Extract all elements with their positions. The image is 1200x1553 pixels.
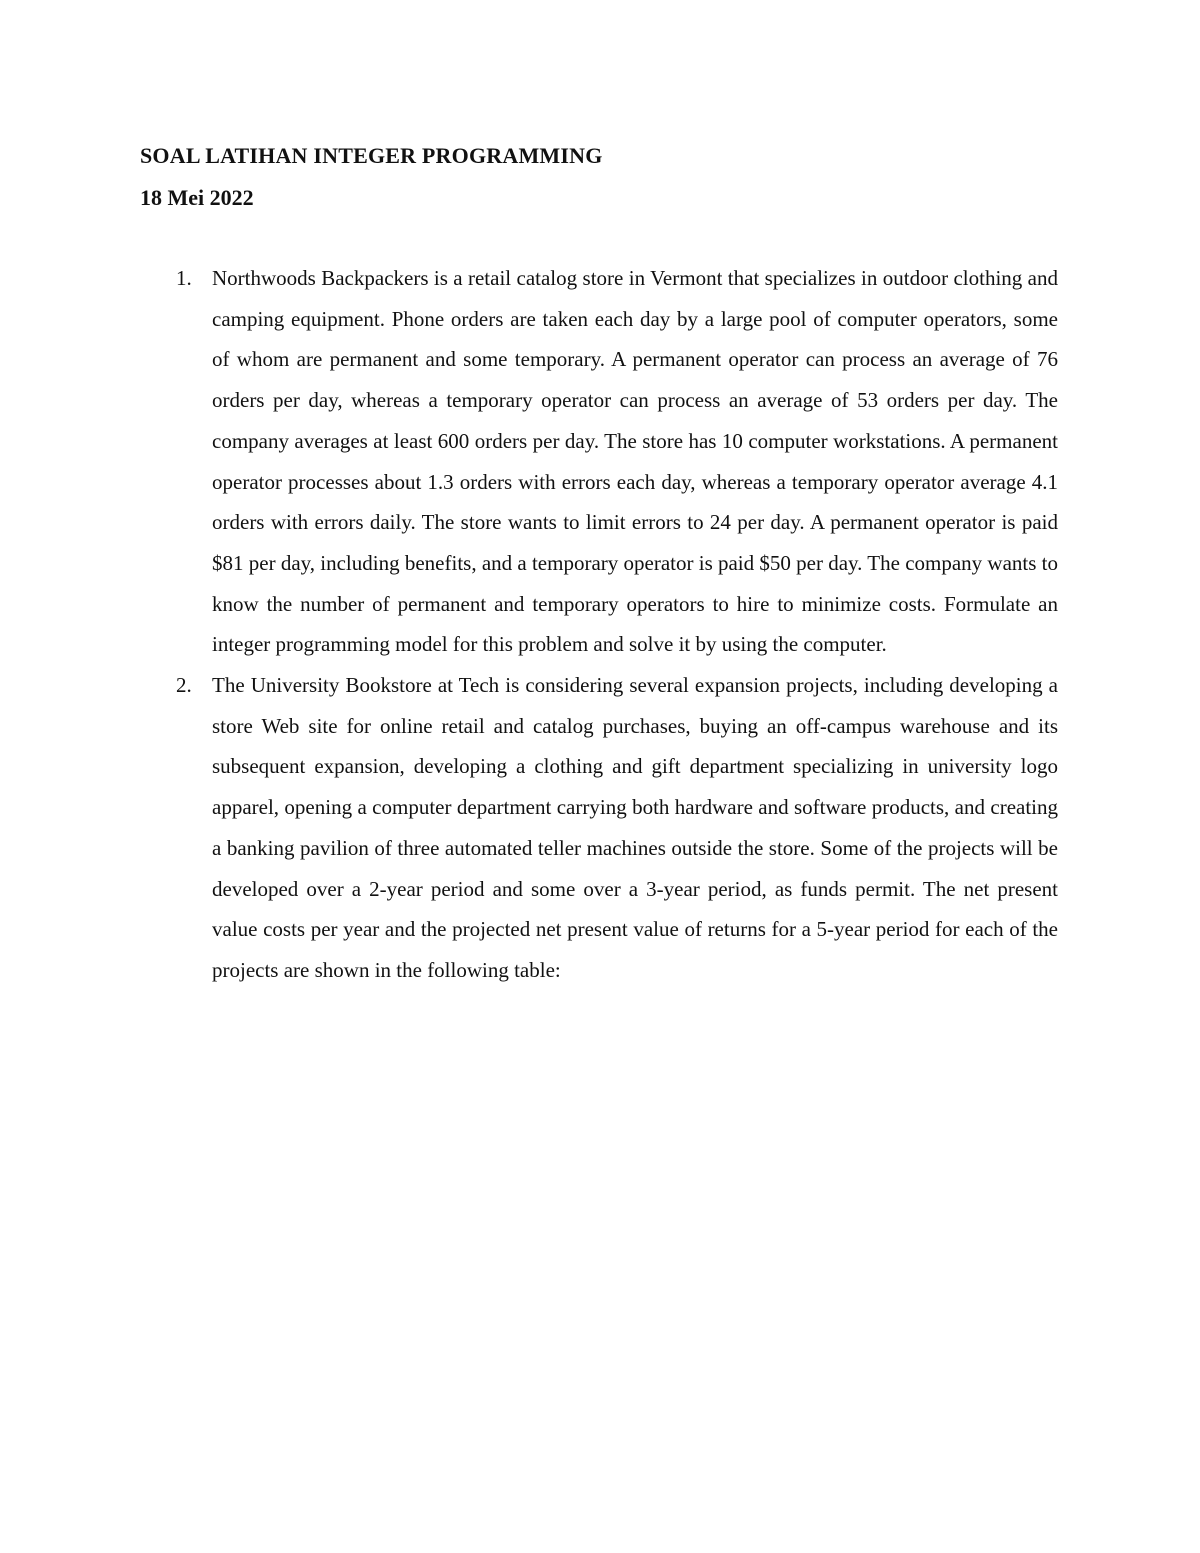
document-title: SOAL LATIHAN INTEGER PROGRAMMING xyxy=(140,143,603,168)
problem-text: The University Bookstore at Tech is considering several expansion projects, including developing a store Web site for online retail and catalog purchases, buying an off-campus warehouse and its subsequent expansion, developing a clothing and gift department specializing in university logo apparel, opening a computer department carrying both hardware and software products, and creating a banking pavilion of three automated teller machines outside the store. Some of the projects will be developed over a 2-year period and some over a 3-year period, as funds permit. The net present value costs per year and the projected net present value of returns for a 5-year period for each of the projects are shown in the following table: xyxy=(212,673,1058,982)
document-date: 18 Mei 2022 xyxy=(140,185,254,210)
problem-list xyxy=(0,258,1200,991)
problem-number: 2. xyxy=(176,673,192,698)
problem-item-2 xyxy=(0,665,1200,991)
problem-number: 1. xyxy=(176,266,192,290)
problem-text: Northwoods Backpackers is a retail catalog store in Vermont that specializes in outdoor clothing and camping equipment. Phone orders are taken each day by a large pool of computer operators, some of whom are permanent and some temporary. A permanent operator can process an average of 76 orders per day, whereas a temporary operator can process an average of 53 orders per day. The company averages at least 600 orders per day. The store has 10 computer workstations. A permanent operator processes about 1.3 orders with errors each day, whereas a temporary operator average 4.1 orders with errors daily. The store wants to limit errors to 24 per day. A permanent operator is paid $81 per day, including benefits, and a temporary operator is paid $50 per day. The company wants to know the number of permanent and temporary operators to hire to minimize costs. Formulate an integer programming model for this problem and solve it by using the computer. xyxy=(212,266,1058,657)
problem-item-1 xyxy=(0,258,1200,665)
